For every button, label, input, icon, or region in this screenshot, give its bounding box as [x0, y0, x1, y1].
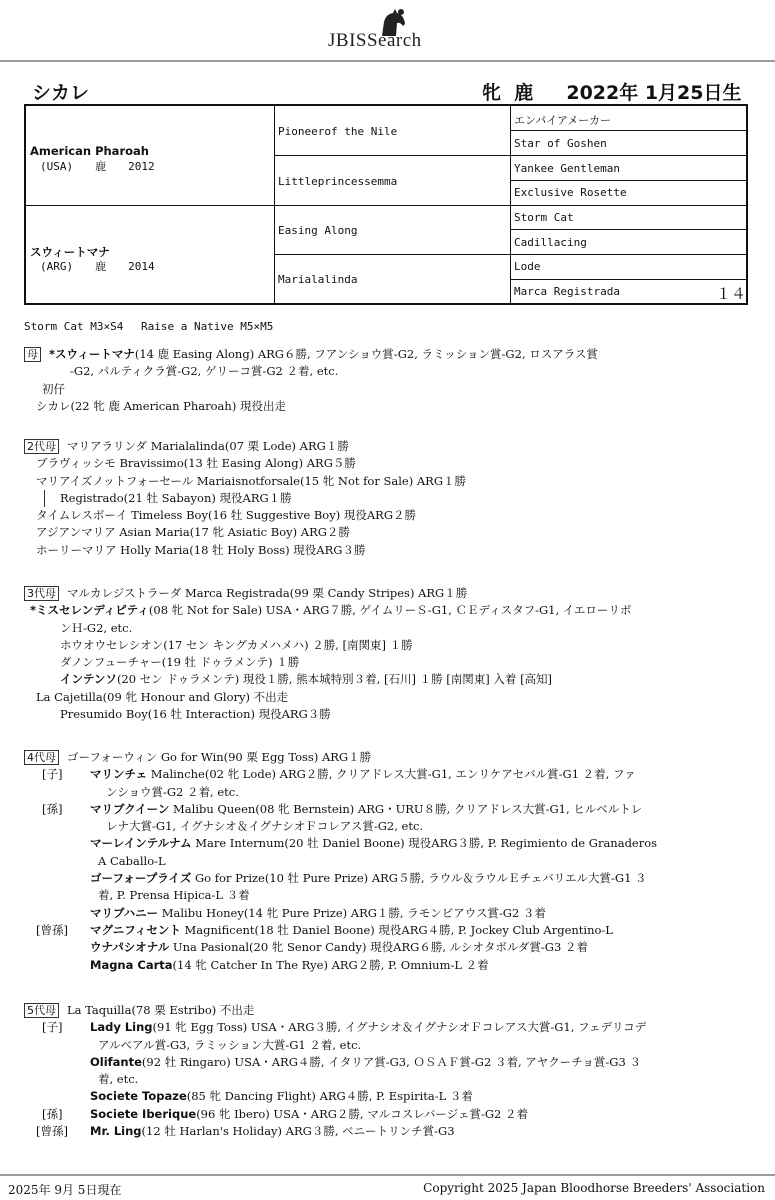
- header-divider: [0, 60, 775, 62]
- pedigree-g3-2[interactable]: Star of Goshen: [514, 137, 607, 150]
- pedigree-g3-5[interactable]: Storm Cat: [514, 211, 574, 224]
- pedigree-g2-2[interactable]: Littleprincessemma: [278, 175, 398, 188]
- list-item[interactable]: ダノンフューチャー(19 牡 ドゥラメンテ) １勝: [60, 655, 300, 670]
- section-head[interactable]: La Taquilla(78 栗 Estribo) 不出走: [67, 1003, 255, 1017]
- relation-label: [子]: [42, 767, 63, 782]
- section-tag: 4代母: [24, 750, 59, 765]
- pedigree-table: [24, 104, 748, 305]
- horse-name: シカレ: [32, 82, 90, 104]
- relation-label: [曾孫]: [36, 922, 68, 937]
- pedigree-g3-7[interactable]: Lode: [514, 260, 541, 273]
- footer-divider: [0, 1174, 775, 1176]
- list-item[interactable]: タイムレスボーイ Timeless Boy(16 牡 Suggestive Boy) 現役ARG２勝: [36, 508, 417, 523]
- bold-name[interactable]: Societe Topaze: [90, 1089, 187, 1104]
- record-cont: ンＨ-G2, etc.: [60, 620, 133, 635]
- record-text: Malibu Queen(08 牝 Bernstein) ARG・URU８勝, クリアドレス大賞-G1, ヒルベルトレ: [169, 801, 643, 816]
- relation-label: [孫]: [42, 1106, 63, 1121]
- pedigree-g3-6[interactable]: Cadillacing: [514, 236, 587, 249]
- relation-label: [子]: [42, 1020, 63, 1035]
- pedigree-g3-3[interactable]: Yankee Gentleman: [514, 162, 620, 175]
- record-text: Magnificent(18 牡 Daniel Boone) 現役ARG４勝, P. Jockey Club Argentino-L: [180, 922, 613, 937]
- section-tag: 母: [24, 347, 41, 362]
- sire-name[interactable]: American Pharoah: [30, 144, 149, 158]
- record-cont: レナ大賞-G1, イグナシオ＆イグナシオＦコレアス賞-G2, etc.: [106, 819, 424, 834]
- list-item[interactable]: Registrado(21 牡 Sabayon) 現役ARG１勝: [24, 490, 466, 507]
- record-text: Malinche(02 牝 Lode) ARG２勝, クリアドレス大賞-G1, エンリケアセバル賞-G1 ２着, ファ: [147, 767, 636, 782]
- section-dam: [24, 346, 598, 415]
- list-item[interactable]: La Cajetilla(09 牝 Honour and Glory) 不出走: [36, 689, 289, 704]
- horse-birth: 2022年 1月25日生: [566, 82, 742, 104]
- record-cont: 着, etc.: [98, 1072, 139, 1087]
- record-text: (12 牡 Harlan's Holiday) ARG３勝, ベニートリンチ賞-G3: [141, 1124, 455, 1139]
- bold-name[interactable]: Societe Iberique: [90, 1106, 197, 1121]
- jbis-logo[interactable]: [328, 8, 468, 54]
- section-head[interactable]: マルカレジストラーダ Marca Registrada(99 栗 Candy Stripes) ARG１勝: [67, 586, 468, 600]
- section-tag: 3代母: [24, 586, 59, 601]
- record-text: (85 牝 Dancing Flight) ARG４勝, P. Espirita-L ３着: [186, 1089, 473, 1104]
- logo-text-jbis: JBIS: [328, 30, 367, 51]
- bold-name[interactable]: Mr. Ling: [90, 1124, 142, 1139]
- record-text: (14 牝 Catcher In The Rye) ARG２勝, P. Omnium-L ２着: [172, 957, 489, 972]
- record-text: (96 牝 Ibero) USA・ARG２勝, マルコスレバージェ賞-G2 ２着: [196, 1106, 529, 1121]
- sire-info: (USA) 鹿 2012: [40, 160, 155, 173]
- dam-bold-name[interactable]: *スウィートマナ: [49, 347, 135, 361]
- record-text: Una Pasional(20 牝 Senor Candy) 現役ARG６勝, ルシオタボルダ賞-G3 ２着: [169, 940, 588, 955]
- list-item[interactable]: ホーリーマリア Holly Maria(18 牡 Holy Boss) 現役ARG３勝: [36, 542, 366, 557]
- record-text: Go for Prize(10 牡 Pure Prize) ARG５勝, ラウル＆ラウルＥチェバリエル大賞-G1 ３: [191, 871, 647, 886]
- section-4th-dam: [24, 749, 657, 974]
- footer-copyright: Copyright 2025 Japan Bloodhorse Breeders' Association: [423, 1181, 765, 1195]
- dam-info: (ARG) 鹿 2014: [40, 260, 155, 273]
- list-item[interactable]: ホウオウセレシオン(17 セン キングカメハメハ) ２勝, [南関東] １勝: [60, 637, 413, 652]
- record-text: Mare Internum(20 牡 Daniel Boone) 現役ARG３勝, P. Regimiento de Granaderos: [191, 836, 658, 851]
- family-number: １４: [716, 285, 747, 303]
- relation-label: [孫]: [42, 801, 63, 816]
- dam-record: (14 鹿 Easing Along) ARG６勝, フアンショウ賞-G2, ラミッション賞-G2, ロスアラス賞: [134, 347, 598, 361]
- section-head[interactable]: ゴーフォーウィン Go for Win(90 栗 Egg Toss) ARG１勝: [67, 750, 372, 764]
- bold-name[interactable]: マリンチェ: [90, 767, 148, 782]
- bold-name[interactable]: Lady Ling: [90, 1020, 153, 1035]
- pedigree-g3-8[interactable]: Marca Registrada: [514, 285, 620, 298]
- bold-name[interactable]: マーレインテルナム: [90, 836, 192, 851]
- section-head[interactable]: マリアラリンダ Marialalinda(07 栗 Lode) ARG１勝: [67, 439, 349, 453]
- bold-name[interactable]: マリブハニー: [90, 905, 159, 920]
- pedigree-g2-1[interactable]: Pioneerof the Nile: [278, 125, 398, 138]
- section-tag: 2代母: [24, 439, 59, 454]
- bold-name[interactable]: マグニフィセント: [90, 922, 181, 937]
- record-cont: ンショウ賞-G2 ２着, etc.: [106, 784, 239, 799]
- list-item[interactable]: アジアンマリア Asian Maria(17 牝 Asiatic Boy) ARG２勝: [36, 525, 350, 540]
- record-text: Malibu Honey(14 牝 Pure Prize) ARG１勝, ラモンビアウス賞-G2 ３着: [158, 905, 546, 920]
- bold-name[interactable]: *ミスセレンディピティ: [30, 603, 149, 618]
- horse-info: [482, 78, 742, 105]
- dam-first-foal: 初仔: [42, 381, 65, 396]
- pedigree-g3-1[interactable]: エンパイアメーカー: [514, 114, 612, 127]
- list-item[interactable]: マリアイズノットフォーセール Mariaisnotforsale(15 牝 Not for Sale) ARG１勝: [36, 473, 467, 488]
- pedigree-g3-4[interactable]: Exclusive Rosette: [514, 186, 627, 199]
- horse-color: 鹿: [514, 82, 534, 104]
- record-text: (08 牝 Not for Sale) USA・ARG７勝, ゲイムリーＳ-G1, ＣＥディスタフ-G1, イエローリボ: [148, 603, 632, 618]
- bold-name[interactable]: インテンソ: [60, 672, 117, 687]
- list-item[interactable]: Presumido Boy(16 牡 Interaction) 現役ARG３勝: [60, 707, 331, 722]
- record-text: (91 牝 Egg Toss) USA・ARG３勝, イグナシオ＆イグナシオＦコレアス大賞-G1, フェデリコデ: [152, 1020, 647, 1035]
- record-cont: アルベアル賞-G3, ラミッション大賞-G1 ２着, etc.: [98, 1037, 362, 1052]
- section-5th-dam: [24, 1002, 646, 1140]
- bold-name[interactable]: マリブクイーン: [90, 801, 170, 816]
- section-2nd-dam: [24, 438, 466, 559]
- pedigree-g2-3[interactable]: Easing Along: [278, 224, 358, 237]
- record-text: (20 セン ドゥラメンテ) 現役１勝, 熊本城特別３着, [石川] １勝 [南関東] 入着 [高知]: [116, 672, 553, 687]
- bold-name[interactable]: ウナパシオナル: [90, 940, 170, 955]
- bold-name[interactable]: Olifante: [90, 1054, 142, 1069]
- relation-label: [曾孫]: [36, 1124, 68, 1139]
- bold-name[interactable]: Magna Carta: [90, 957, 173, 972]
- inbreeding-info: Storm Cat M3×S4 Raise a Native M5×M5: [24, 320, 274, 333]
- list-item[interactable]: ブラヴィッシモ Bravissimo(13 牡 Easing Along) ARG５勝: [36, 456, 356, 471]
- logo-text-search: Search: [366, 30, 422, 51]
- footer-date: 2025年 9月 5日現在: [8, 1183, 122, 1197]
- section-3rd-dam: [24, 585, 631, 723]
- section-tag: 5代母: [24, 1003, 59, 1018]
- bold-name[interactable]: ゴーフォープライズ: [90, 871, 192, 886]
- dam-name[interactable]: スウィートマナ: [30, 245, 110, 259]
- offspring-line[interactable]: シカレ(22 牝 鹿 American Pharoah) 現役出走: [36, 398, 286, 413]
- record-cont: A Caballo-L: [98, 853, 166, 868]
- dam-record-cont: -G2, パルティクラ賞-G2, ゲリーコ賞-G2 ２着, etc.: [70, 364, 339, 379]
- pedigree-g2-4[interactable]: Marialalinda: [278, 273, 358, 286]
- record-text: (92 牡 Ringaro) USA・ARG４勝, イタリア賞-G3, ＯＳＡＦ賞-G2 ３着, アヤクーチョ賞-G3 ３: [141, 1054, 641, 1069]
- record-cont: 着, P. Prensa Hipica-L ３着: [98, 888, 250, 903]
- horse-sex: 牝: [482, 82, 502, 104]
